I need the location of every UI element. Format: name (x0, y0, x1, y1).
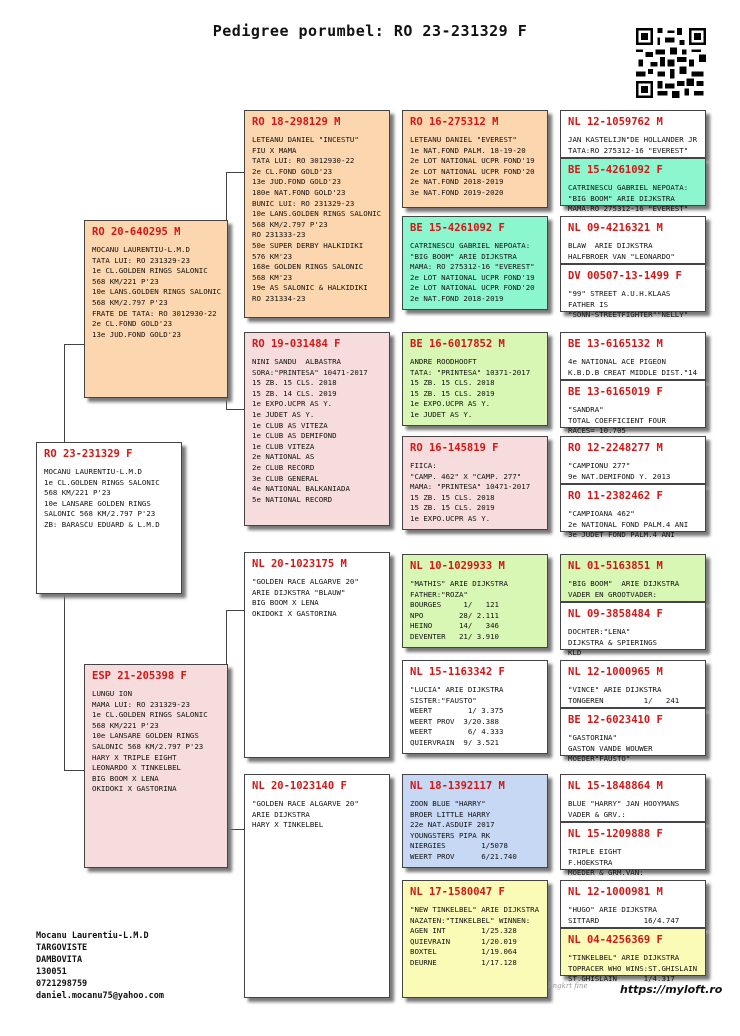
card-line: 568 KM/221 P'23 (44, 488, 111, 498)
card-line: "LUCIA" ARIE DIJKSTRA (410, 685, 504, 694)
pedigree-card-g8[interactable] (560, 484, 706, 540)
card-line: ST.GHISLAIN 1/4.317 (568, 974, 675, 984)
card-line: 15 ZB. 14 CLS. 2019 (252, 388, 337, 398)
card-line: "VINCE" ARIE DIJKSTRA (568, 685, 662, 694)
connector-sire-sd (226, 330, 244, 410)
card-line: ARIE DIJKSTRA (252, 809, 310, 819)
card-line: BROER LITTLE HARRY (410, 809, 491, 819)
connector-sire-ss (226, 172, 244, 318)
pedigree-card-ss[interactable] (244, 110, 390, 318)
card-line: FIICA: (410, 461, 437, 470)
card-line: WEERT 6/ 4.333 (410, 727, 504, 737)
card-line: 1e CL.GOLDEN RINGS SALONIC (92, 266, 208, 276)
card-line: TATA LUI: RO 3012930-22 (252, 156, 355, 166)
ring-number: NL 17-1580047 F (410, 886, 505, 898)
pedigree-card-g12[interactable] (560, 708, 706, 764)
card-line: HARY X TINKELBEL (252, 820, 324, 830)
card-line: BUNIC LUI: RO 231329-23 (252, 198, 355, 208)
card-line: DIJKSTRA & SPIERINGS (568, 637, 657, 647)
card-line: 10e LANS.GOLDEN RINGS SALONIC (252, 209, 382, 219)
card-line: "HUGO" ARIE DIJKSTRA (568, 905, 657, 914)
qr-code-icon (636, 28, 706, 98)
card-line: 2e LOT NATIONAL UCPR FOND'19 (410, 156, 535, 166)
card-line: 568 KM/2.797 P'23 (92, 297, 168, 307)
card-line: 10e LANSARE GOLDEN RINGS (44, 498, 151, 508)
ring-number: NL 20-1023175 M (252, 558, 347, 570)
card-line: OKIDOKI X GASTORINA (252, 608, 337, 618)
pedigree-card-dds[interactable] (402, 774, 548, 868)
card-line: MOCANU LAURENTIU-L.M.D (92, 245, 190, 254)
card-line: HALFBROER VAN "LEONARDO" (568, 251, 675, 261)
card-line: "BIG BOOM" ARIE DIJKSTRA (568, 579, 680, 588)
pedigree-card-g6[interactable] (560, 380, 706, 436)
card-line: TOTAL COEFFICIENT FOUR (568, 415, 666, 425)
card-line: 2e CL.FOND GOLD'23 (92, 319, 173, 329)
card-line: 1e EXPO.UCPR AS Y. (252, 399, 333, 409)
card-line: TATA LUI: RO 231329-23 (92, 255, 190, 265)
card-line: "TINKELBEL" ARIE DIJKSTRA (568, 953, 680, 962)
card-line: 168e GOLDEN RINGS SALONIC (252, 262, 364, 272)
card-line: 4e NATIONAL ACE PIGEON (568, 357, 666, 366)
card-line: LEONARDO X TINKELBEL (92, 763, 181, 773)
ring-number: NL 09-3858484 F (568, 608, 663, 620)
card-line: "CAMPIOANA 462" (568, 509, 635, 518)
card-line: DOCHTER:"LENA" (568, 627, 631, 636)
card-line: 15 ZB. 15 CLS. 2019 (410, 503, 495, 513)
pedigree-card-dsd[interactable] (402, 660, 548, 754)
card-line: 1e JUDET AS Y. (252, 409, 315, 419)
card-line: 2e LOT NATIONAL UCPR FOND'20 (410, 166, 535, 176)
card-line: 1e EXPO.UCPR AS Y. (410, 513, 491, 523)
card-line: SITTARD 16/4.747 (568, 915, 680, 925)
card-line: "BIG BOOM" ARIE DIJKSTRA (410, 251, 517, 261)
card-line: "GOLDEN RACE ALGARVE 20" (252, 799, 359, 808)
pedigree-card-g11[interactable] (560, 660, 706, 708)
ring-number: BE 15-4261092 F (568, 164, 663, 176)
card-line: 1e CLUB AS VITEZA (252, 420, 328, 430)
card-line: FATHER:"ROZA" (410, 589, 468, 599)
card-line: BLAW ARIE DIJKSTRA (568, 241, 653, 250)
card-line: TATA: "PRINTESA" 10371-2017 (410, 367, 531, 377)
ring-number: BE 13-6165019 F (568, 386, 663, 398)
card-line: "SONN-STREETFIGHTER""NELLY" (568, 310, 689, 320)
card-line: 10e LANSARE GOLDEN RINGS (92, 731, 199, 741)
card-line: BIG BOOM X LENA (252, 598, 319, 608)
card-line: 22e NAT.ASDUIF 2017 (410, 820, 495, 830)
card-line: BOXTEL 1/19.064 (410, 947, 517, 957)
card-line: LETEANU DANIEL "EVEREST" (410, 135, 517, 144)
card-line: MOEDER & GRM.VAN: (568, 868, 644, 878)
pedigree-card-g13[interactable] (560, 774, 706, 822)
ring-number: NL 09-4216321 M (568, 222, 663, 234)
card-line: WEERT 1/ 3.375 (410, 706, 504, 716)
ring-number: RO 11-2382462 F (568, 490, 663, 502)
card-line: 1e CLUB AS DEMIFOND (252, 431, 337, 441)
card-line: RO 231333-23 (252, 230, 306, 240)
owner-email[interactable]: daniel.mocanu75@yahoo.com (36, 991, 164, 1001)
card-line: 576 KM'23 (252, 251, 293, 261)
card-line: NIERGIES 1/5078 (410, 841, 508, 851)
pedigree-card-g2[interactable] (560, 158, 706, 214)
ring-number: BE 16-6017852 M (410, 338, 505, 350)
page-title: Pedigree porumbel: RO 23-231329 F (212, 22, 528, 40)
card-line: GASTON VANDE WOUWER (568, 743, 653, 753)
card-line: 13e JUD.FOND GOLD'23 (252, 177, 341, 187)
card-line: 15 ZB. 15 CLS. 2018 (410, 492, 495, 502)
ring-number: NL 15-1209888 F (568, 828, 663, 840)
pedigree-card-g4[interactable] (560, 264, 706, 320)
card-line: 2e CLUB RECORD (252, 462, 315, 472)
card-line: 1e EXPO.UCPR AS Y. (410, 399, 491, 409)
card-line: CATRINESCU GABRIEL NEPOATA: (410, 241, 531, 250)
card-line: ZOON BLUE "HARRY" (410, 799, 486, 808)
ring-number: BE 12-6023410 F (568, 714, 663, 726)
ring-number: NL 10-1029933 M (410, 560, 505, 572)
ring-number: RO 23-231329 F (44, 448, 133, 460)
card-line: QUIEVRAIN 1/20.019 (410, 936, 517, 946)
pedigree-card-g10[interactable] (560, 602, 706, 658)
pedigree-card-g14[interactable] (560, 822, 706, 878)
ring-number: RO 19-031484 F (252, 338, 341, 350)
card-line: BOURGES 1/ 121 (410, 600, 499, 610)
card-line: AGEN INT 1/25.328 (410, 926, 517, 936)
card-line: 2e NAT.FOND 2018-2019 (410, 177, 504, 187)
card-line: "SANDRA" (568, 405, 604, 414)
card-line: 15 ZB. 15 CLS. 2019 (410, 388, 495, 398)
card-line: KLD (568, 648, 582, 658)
card-line: WEERT PROV 3/20.388 (410, 716, 499, 726)
card-line: OKIDOKI X GASTORINA (92, 784, 177, 794)
card-line: 2e LOT NATIONAL UCPR FOND'20 (410, 283, 535, 293)
owner-county: DAMBOVITA (36, 955, 83, 965)
ring-number: ESP 21-205398 F (92, 670, 187, 682)
card-line: "CAMP. 462" X "CAMP. 277" (410, 471, 522, 481)
connector-dam-ds (226, 610, 244, 670)
card-line: HEINO 14/ 346 (410, 621, 499, 631)
card-line: MOEDER"FAUSTO" (568, 754, 631, 764)
card-line: "GASTORINA" (568, 733, 617, 742)
card-line: TONGEREN 1/ 241 (568, 695, 680, 705)
pedigree-card-sd[interactable] (244, 332, 390, 526)
card-line: 2e NAT.FOND 2018-2019 (410, 293, 504, 303)
card-line: DEURNE 1/17.128 (410, 957, 517, 967)
pedigree-card-dd[interactable] (244, 774, 390, 998)
card-line: "NEW TINKELBEL" ARIE DIJKSTRA (410, 905, 540, 914)
card-line: 180e NAT.FOND GOLD'23 (252, 187, 346, 197)
card-line: 1e CLUB VITEZA (252, 441, 315, 451)
card-line: MOCANU LAURENTIU-L.M.D (44, 467, 142, 476)
card-line: NINI SANDU ALBASTRA (252, 357, 341, 366)
card-line: 3e CLUB GENERAL (252, 473, 319, 483)
ring-number: BE 15-4261092 F (410, 222, 505, 234)
card-line: 1e CL.GOLDEN RINGS SALONIC (44, 477, 160, 487)
owner-postcode: 130051 (36, 967, 67, 977)
ring-number: NL 12-1000965 M (568, 666, 663, 678)
card-line: LETEANU DANIEL "INCESTU" (252, 135, 359, 144)
card-line: 9e NAT.DEMIFOND Y. 2013 (568, 471, 671, 481)
ring-number: RO 12-2248277 M (568, 442, 663, 454)
card-line: QUIERVRAIN 9/ 3.521 (410, 737, 499, 747)
card-line: 1e NAT.FOND PALM. 18-19-20 (410, 145, 526, 155)
card-line: RO 231334-23 (252, 293, 306, 303)
card-line: SALONIC 568 KM/2.797 P'23 (44, 509, 156, 519)
ring-number: NL 04-4256369 F (568, 934, 663, 946)
card-line: FRATE DE TATA: RO 3012930-22 (92, 308, 217, 318)
card-line: MAMA:RO 275312-16 "EVEREST" (568, 204, 689, 214)
connector-dam-dd (226, 770, 244, 830)
pedigree-card-ds[interactable] (244, 552, 390, 758)
card-line: SISTER:"FAUSTO" (410, 695, 477, 705)
card-line: "GOLDEN RACE ALGARVE 20" (252, 577, 359, 586)
card-line: NPO 28/ 2.111 (410, 610, 499, 620)
pedigree-card-subject[interactable] (36, 442, 182, 594)
pedigree-card-sdd[interactable] (402, 436, 548, 530)
card-line: VADER EN GROOTVADER: (568, 589, 657, 599)
card-line: NAZATEN:"TINKELBEL" WINNEN: (410, 915, 531, 925)
card-line: 10e LANS.GOLDEN RINGS SALONIC (92, 287, 222, 297)
pedigree-card-sire[interactable] (84, 220, 228, 398)
card-line: WEERT PROV 6/21.740 (410, 851, 517, 861)
card-line: FIU X MAMA (252, 145, 297, 155)
ring-number: NL 15-1848864 M (568, 780, 663, 792)
pedigree-card-dss[interactable] (402, 554, 548, 648)
owner-phone[interactable]: 0721298759 (36, 979, 88, 989)
card-line: MAMA LUI: RO 231329-23 (92, 699, 190, 709)
card-line: ZB: BARASCU EDUARD & L.M.D (44, 519, 160, 529)
card-line: 568 KM/221 P'23 (92, 720, 159, 730)
pedigree-card-ddd[interactable] (402, 880, 548, 998)
owner-name: Mocanu Laurentiu-L.M.D (36, 931, 149, 941)
ring-number: NL 20-1023140 F (252, 780, 347, 792)
card-line: CATRINESCU GABRIEL NEPOATA: (568, 183, 689, 192)
pedigree-card-g3[interactable] (560, 216, 706, 264)
card-line: ARIE DIJKSTRA "BLAUW" (252, 587, 346, 597)
card-line: 1e JUDET AS Y. (410, 409, 473, 419)
card-line: RACES= 10.705 (568, 426, 626, 436)
pedigree-card-g5[interactable] (560, 332, 706, 380)
pedigree-card-g15[interactable] (560, 880, 706, 928)
ring-number: RO 18-298129 M (252, 116, 341, 128)
card-line: 568 KM'23 (252, 272, 293, 282)
card-line: "99" STREET A.U.H.KLAAS (568, 289, 671, 298)
card-line: 19e AS SALONIC & HALKIDIKI (252, 283, 368, 293)
card-line: JAN KASTELIJN"DE HOLLANDER JR (568, 135, 698, 144)
card-line: ANDRE ROODHOOFT (410, 357, 477, 366)
ring-number: RO 16-145819 F (410, 442, 499, 454)
pedigree-card-g16[interactable] (560, 928, 706, 984)
card-line: BIG BOOM X LENA (92, 773, 159, 783)
card-line: 2e CL.FOND GOLD'23 (252, 166, 333, 176)
card-line: YOUNGSTERS PIPA RK (410, 830, 491, 840)
card-line: TRIPLE EIGHT (568, 847, 622, 856)
owner-city: TARGOVISTE (36, 943, 88, 953)
pedigree-card-ssd[interactable] (402, 216, 548, 310)
card-line: TATA:RO 275312-16 "EVEREST" (568, 145, 689, 155)
pedigree-card-dam[interactable] (84, 664, 228, 868)
ring-number: NL 12-1000981 M (568, 886, 663, 898)
card-line: "BIG BOOM" ARIE DIJKSTRA (568, 193, 675, 203)
ring-number: NL 18-1392117 M (410, 780, 505, 792)
card-line: 5e NATIONAL RECORD (252, 494, 333, 504)
ring-number: BE 13-6165132 M (568, 338, 663, 350)
card-line: 2e LOT NATIONAL UCPR FOND'19 (410, 272, 535, 282)
ring-number: DV 00507-13-1499 F (568, 270, 682, 282)
card-line: MAMA: "PRINTESA" 10471-2017 (410, 482, 531, 492)
card-line: 50e SUPER DERBY HALKIDIKI (252, 240, 364, 250)
card-line: FATHER IS (568, 299, 609, 309)
card-line: TOPRACER WHO WINS:ST.GHISLAIN (568, 963, 698, 973)
pedigree-card-g1[interactable] (560, 110, 706, 158)
card-line: 1e CL.GOLDEN RINGS SALONIC (92, 710, 208, 720)
card-line: "MATHIS" ARIE DIJKSTRA (410, 579, 508, 588)
ring-number: NL 12-1059762 M (568, 116, 663, 128)
card-line: 568 KM/2.797 P'23 (252, 219, 328, 229)
ring-number: NL 15-1163342 F (410, 666, 505, 678)
ring-number: NL 01-5163851 M (568, 560, 663, 572)
card-line: LUNGU ION (92, 689, 133, 698)
card-line: 2e NATIONAL FOND PALM.4 ANI (568, 519, 689, 529)
card-line: BLUE "HARRY" JAN HOOYMANS (568, 799, 680, 808)
card-line: SALONIC 568 KM/2.797 P'23 (92, 741, 204, 751)
card-line: HARY X TRIPLE EIGHT (92, 752, 177, 762)
signature: Lngkrt fine (548, 982, 588, 990)
card-line: 15 ZB. 15 CLS. 2018 (252, 378, 337, 388)
pedigree-card-g9[interactable] (560, 554, 706, 602)
pedigree-card-g7[interactable] (560, 436, 706, 484)
pedigree-card-sds[interactable] (402, 332, 548, 426)
card-line: K.B.D.B CREAT MIDDLE DIST."14 (568, 367, 698, 377)
card-line: DEVENTER 21/ 3.910 (410, 631, 499, 641)
card-line: "CAMPIONU 277" (568, 461, 631, 470)
card-line: VADER & GRV.: (568, 809, 626, 819)
card-line: 2e NATIONAL AS (252, 452, 315, 462)
ring-number: RO 16-275312 M (410, 116, 499, 128)
card-line: 3e JUDET FOND PALM.4 ANI (568, 530, 675, 540)
website-link[interactable]: https://myloft.ro (620, 983, 723, 996)
pedigree-card-sss[interactable] (402, 110, 548, 208)
card-line: MAMA: RO 275312-16 "EVEREST" (410, 262, 535, 272)
card-line: F.HOEKSTRA (568, 857, 613, 867)
ring-number: RO 20-640295 M (92, 226, 181, 238)
card-line: SORA:"PRINTESA" 10471-2017 (252, 367, 368, 377)
card-line: 13e JUD.FOND GOLD'23 (92, 329, 181, 339)
card-line: 4e NATIONAL BALKANIADA (252, 484, 350, 494)
card-line: 3e NAT.FOND 2019-2020 (410, 187, 504, 197)
card-line: 568 KM/221 P'23 (92, 276, 159, 286)
owner-contact (36, 930, 164, 1002)
card-line: 15 ZB. 15 CLS. 2018 (410, 378, 495, 388)
